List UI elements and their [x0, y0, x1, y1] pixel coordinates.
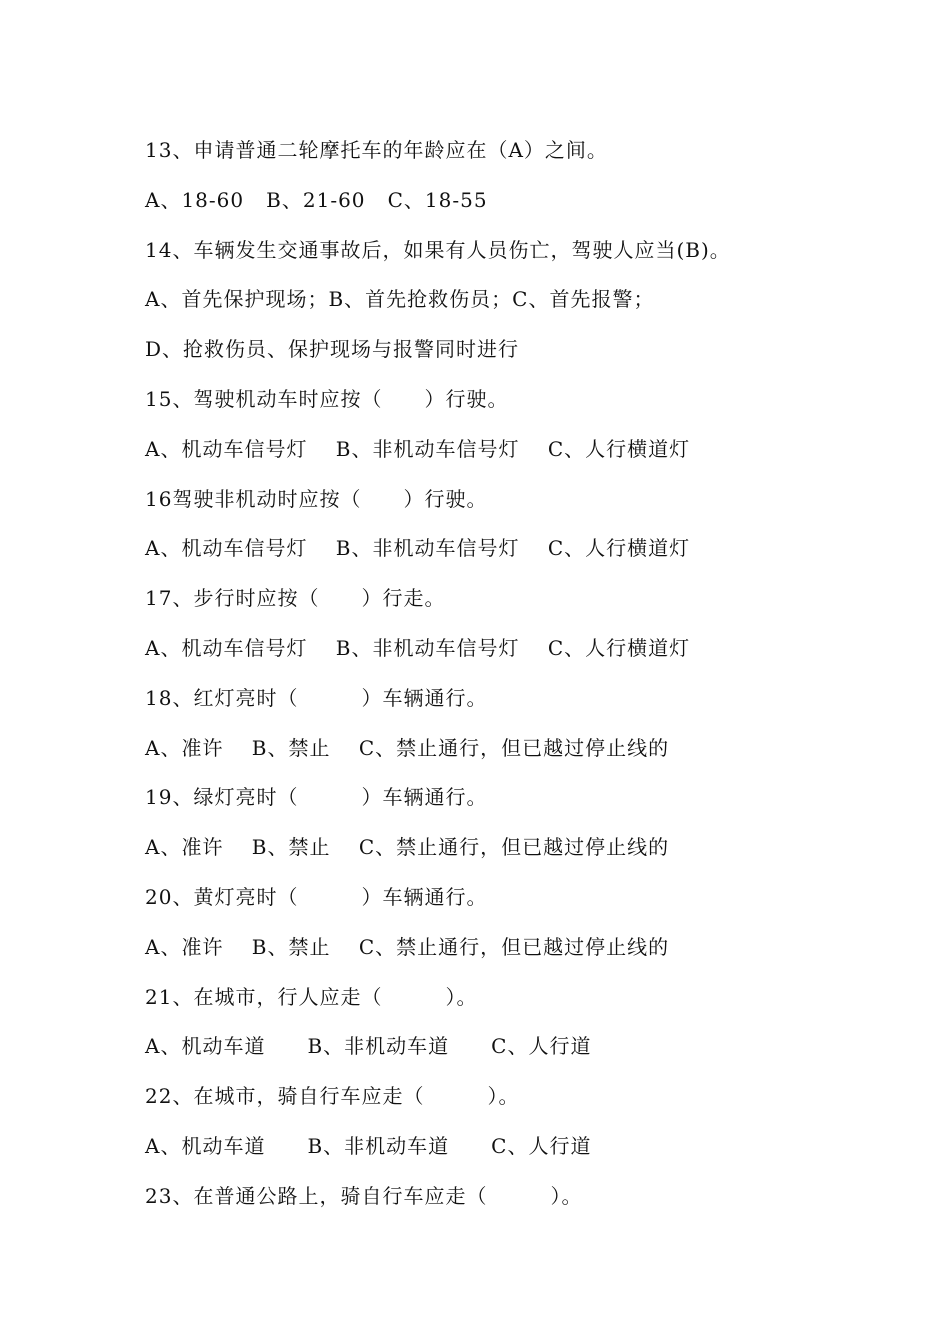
- question-15: 15、驾驶机动车时应按（ ）行驶。: [145, 386, 509, 411]
- question-17-options: A、机动车信号灯 B、非机动车信号灯 C、人行横道灯: [145, 635, 691, 660]
- question-21-options: A、机动车道 B、非机动车道 C、人行道: [145, 1034, 592, 1059]
- question-20: 20、黄灯亮时（ ）车辆通行。: [145, 884, 488, 909]
- question-23: 23、在普通公路上，骑自行车应走（ ）。: [145, 1183, 583, 1208]
- question-18-options: A、准许 B、禁止 C、禁止通行，但已越过停止线的: [145, 735, 670, 760]
- question-16: 16驾驶非机动时应按（ ）行驶。: [145, 486, 488, 511]
- question-16-options: A、机动车信号灯 B、非机动车信号灯 C、人行横道灯: [145, 536, 691, 561]
- question-14-options-a-c: A、首先保护现场；B、首先抢救伤员；C、首先报警；: [145, 287, 655, 312]
- question-22-options: A、机动车道 B、非机动车道 C、人行道: [145, 1133, 592, 1158]
- question-19-options: A、准许 B、禁止 C、禁止通行，但已越过停止线的: [145, 835, 670, 860]
- question-20-options: A、准许 B、禁止 C、禁止通行，但已越过停止线的: [145, 934, 670, 959]
- question-22: 22、在城市，骑自行车应走（ ）。: [145, 1084, 520, 1109]
- question-15-options: A、机动车信号灯 B、非机动车信号灯 C、人行横道灯: [145, 436, 691, 461]
- question-14: 14、车辆发生交通事故后，如果有人员伤亡，驾驶人应当(B)。: [145, 237, 731, 262]
- question-list: [145, 131, 905, 1227]
- question-13-options: A、18-60 B、21-60 C、18-55: [145, 187, 488, 212]
- question-14-option-d: D、抢救伤员、保护现场与报警同时进行: [145, 337, 520, 362]
- question-18: 18、红灯亮时（ ）车辆通行。: [145, 685, 488, 710]
- question-21: 21、在城市，行人应走（ ）。: [145, 984, 478, 1009]
- question-17: 17、步行时应按（ ）行走。: [145, 586, 446, 611]
- question-19: 19、绿灯亮时（ ）车辆通行。: [145, 785, 488, 810]
- question-13: 13、申请普通二轮摩托车的年龄应在（A）之间。: [145, 138, 608, 162]
